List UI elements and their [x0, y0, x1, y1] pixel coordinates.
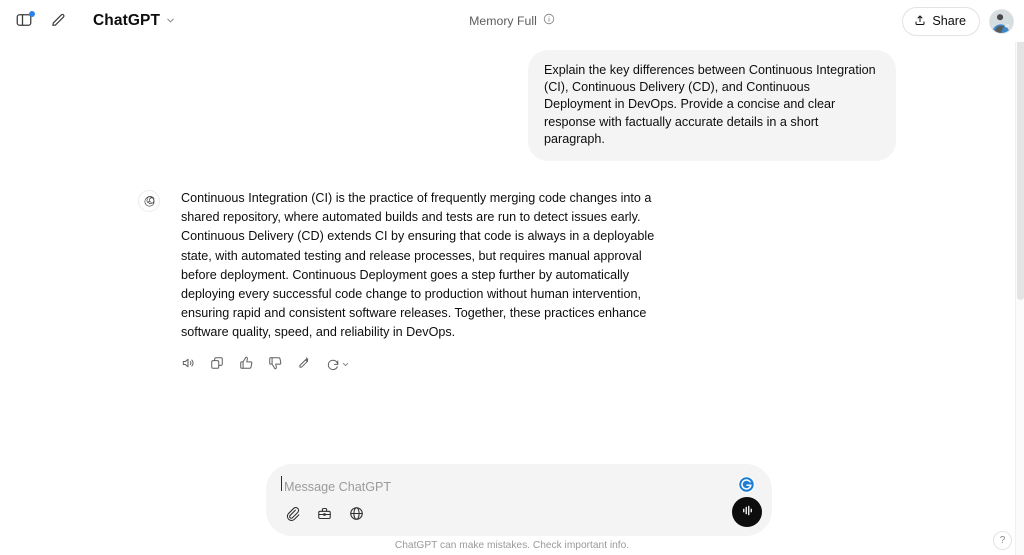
- good-response-button[interactable]: [235, 354, 257, 376]
- share-label: Share: [932, 14, 966, 28]
- regenerate-button[interactable]: [322, 354, 353, 376]
- memory-status-label: Memory Full: [469, 14, 537, 28]
- header-left-group: [0, 6, 184, 36]
- copy-icon: [210, 356, 224, 373]
- share-upload-icon: [914, 14, 926, 29]
- chevron-down-icon: [165, 14, 176, 29]
- composer-area: [0, 458, 1024, 555]
- top-header-bar: [0, 0, 1024, 42]
- disclaimer-text: ChatGPT can make mistakes. Check important info.: [394, 540, 630, 551]
- openai-logo-icon: [138, 190, 160, 212]
- conversation-container: [128, 42, 896, 376]
- pencil-edit-icon: [297, 356, 311, 373]
- new-chat-button[interactable]: [44, 7, 72, 35]
- model-name-label: ChatGPT: [93, 12, 161, 29]
- header-right-group: [902, 0, 1014, 42]
- assistant-message-text: Continuous Integration (CI) is the practice of frequently merging code changes into a shared repository, where automated builds and tests are run to detect issues early. Continuous Delivery (CD) extends CI by ensuring that code is always in a deployable state, with automated testing and release processes, but requires manual approval before deployment. Continuous Deployment goes a step further by automatically deploying every successful code change to production without human intervention, ensuring rapid and consistent software releases. Together, these practices enhance software quality, speed, and reliability in DevOps.: [181, 191, 655, 340]
- thumbs-up-icon: [239, 356, 253, 373]
- copy-button[interactable]: [206, 354, 228, 376]
- info-circle-icon: [543, 12, 555, 30]
- scrollbar-thumb[interactable]: [1017, 0, 1024, 300]
- avatar-image: [990, 10, 1013, 33]
- sidebar-toggle-button[interactable]: [10, 7, 38, 35]
- model-selector-button[interactable]: [84, 6, 184, 36]
- message-input[interactable]: Message ChatGPT: [284, 480, 392, 494]
- bad-response-button[interactable]: [264, 354, 286, 376]
- message-action-toolbar: [177, 354, 673, 376]
- composer-input-row: [284, 478, 718, 496]
- memory-status-indicator[interactable]: [462, 9, 562, 33]
- avatar[interactable]: [989, 9, 1014, 34]
- page-scrollbar[interactable]: [1015, 0, 1024, 555]
- conversation-scroll-region[interactable]: [0, 42, 1024, 458]
- voice-mode-button[interactable]: [732, 497, 762, 527]
- notification-dot: [29, 11, 35, 17]
- speaker-icon: [181, 356, 195, 373]
- thumbs-down-icon: [268, 356, 282, 373]
- assistant-message-row: [128, 189, 896, 376]
- toolbox-icon: [317, 506, 332, 524]
- message-composer[interactable]: [266, 464, 772, 536]
- attach-file-button[interactable]: [280, 503, 304, 527]
- paperclip-icon: [285, 506, 300, 524]
- assistant-message-body: [181, 189, 673, 376]
- user-message-row: [128, 50, 896, 161]
- search-web-button[interactable]: [344, 503, 368, 527]
- read-aloud-button[interactable]: [177, 354, 199, 376]
- voice-waveform-icon: [740, 503, 755, 521]
- grammarly-icon[interactable]: [738, 476, 755, 493]
- chevron-down-icon: [341, 360, 353, 369]
- text-caret: [281, 476, 282, 491]
- new-chat-pencil-icon: [50, 11, 67, 31]
- composer-tools-group: [280, 503, 368, 527]
- edit-in-canvas-button[interactable]: [293, 354, 315, 376]
- share-button[interactable]: [902, 7, 980, 36]
- user-message-bubble: Explain the key differences between Continuous Integration (CI), Continuous Delivery (CD), and Continuous Deployment in DevOps. Provide a concise and clear response with factually accurate details in a short paragraph.: [528, 50, 896, 161]
- apps-tools-button[interactable]: [312, 503, 336, 527]
- globe-icon: [349, 506, 364, 524]
- help-button[interactable]: ?: [993, 531, 1012, 550]
